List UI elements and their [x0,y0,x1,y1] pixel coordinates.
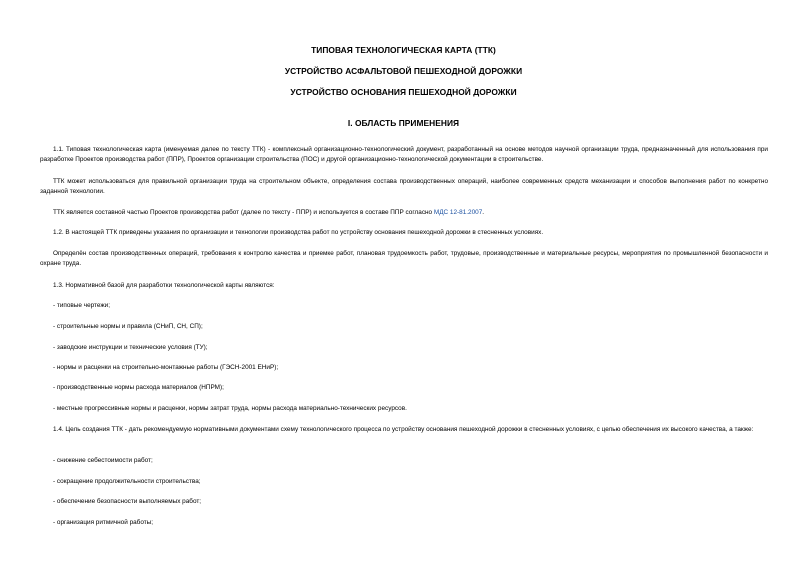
doc-subtitle-2: УСТРОЙСТВО ОСНОВАНИЯ ПЕШЕХОДНОЙ ДОРОЖКИ [290,87,517,97]
list-item: - местные прогрессивные нормы и расценки, нормы затрат труда, нормы расхода материально-технических ресурсов. [53,405,407,412]
mds-link[interactable]: МДС 12-81.2007 [433,209,483,216]
paragraph-1-4: 1.4. Цель создания ТТК - дать рекомендуемую нормативными документами схему технологического процесса по устройству основания пешеходной дорожки в стесненных условиях, с целью обеспечения их высокого качества, а также: [53,426,754,433]
paragraph-1-1: 1.1. Типовая технологическая карта (именуемая далее по тексту ТТК) - комплексный организационно-технологический документ, разработанный на основе методов научной организации труда, предназначенный для использования при разработке Проектов производства работ (ППР), Проектов организации строительства (ПОС) и другой организационно-технологической документации в строительстве. [40,146,768,163]
list-item: - строительные нормы и правила (СНиП, СН, СП); [53,323,203,330]
list-item: - нормы и расценки на строительно-монтажные работы (ГЭСН-2001 ЕНиР); [53,364,279,371]
list-item: - обеспечение безопасности выполняемых работ; [53,498,202,505]
list-item: - сокращение продолжительности строительства; [53,478,201,485]
doc-title: ТИПОВАЯ ТЕХНОЛОГИЧЕСКАЯ КАРТА (ТТК) [311,45,496,55]
list-item: - снижение себестоимости работ; [53,457,153,464]
list-item: - типовые чертежи; [53,302,110,309]
list-item: - заводские инструкции и технические условия (ТУ); [53,344,208,351]
section-heading: I. ОБЛАСТЬ ПРИМЕНЕНИЯ [347,118,460,128]
list-item: - производственные нормы расхода материалов (НПРМ); [53,384,224,391]
paragraph-usage: ТТК может использоваться для правильной организации труда на строительном объекте, определения состава производственных операций, наиболее современных средств механизации и способов выполнения работ по конкретно заданной технологии. [40,178,768,195]
paragraph-1-3: 1.3. Нормативной базой для разработки технологической карты являются: [53,282,275,289]
paragraph-ppr [40,208,768,218]
paragraph-ppr-text: ТТК является составной частью Проектов производства работ (далее по тексту - ППР) и используется в составе ППР согласно [53,209,434,216]
paragraph-1-2: 1.2. В настоящей ТТК приведены указания по организации и технологии производства работ по устройству основания пешеходной дорожки в стесненных условиях. [53,229,544,236]
list-item: - организация ритмичной работы; [53,519,154,526]
paragraph-ppr-end: . [482,209,485,216]
paragraph-operations: Определён состав производственных операций, требования к контролю качества и приемке работ, плановая трудоемкость работ, трудовые, производственные и материальные ресурсы, мероприятия по промышленной безопасности и охране труда. [40,250,768,267]
doc-subtitle: УСТРОЙСТВО АСФАЛЬТОВОЙ ПЕШЕХОДНОЙ ДОРОЖКИ [284,66,523,76]
